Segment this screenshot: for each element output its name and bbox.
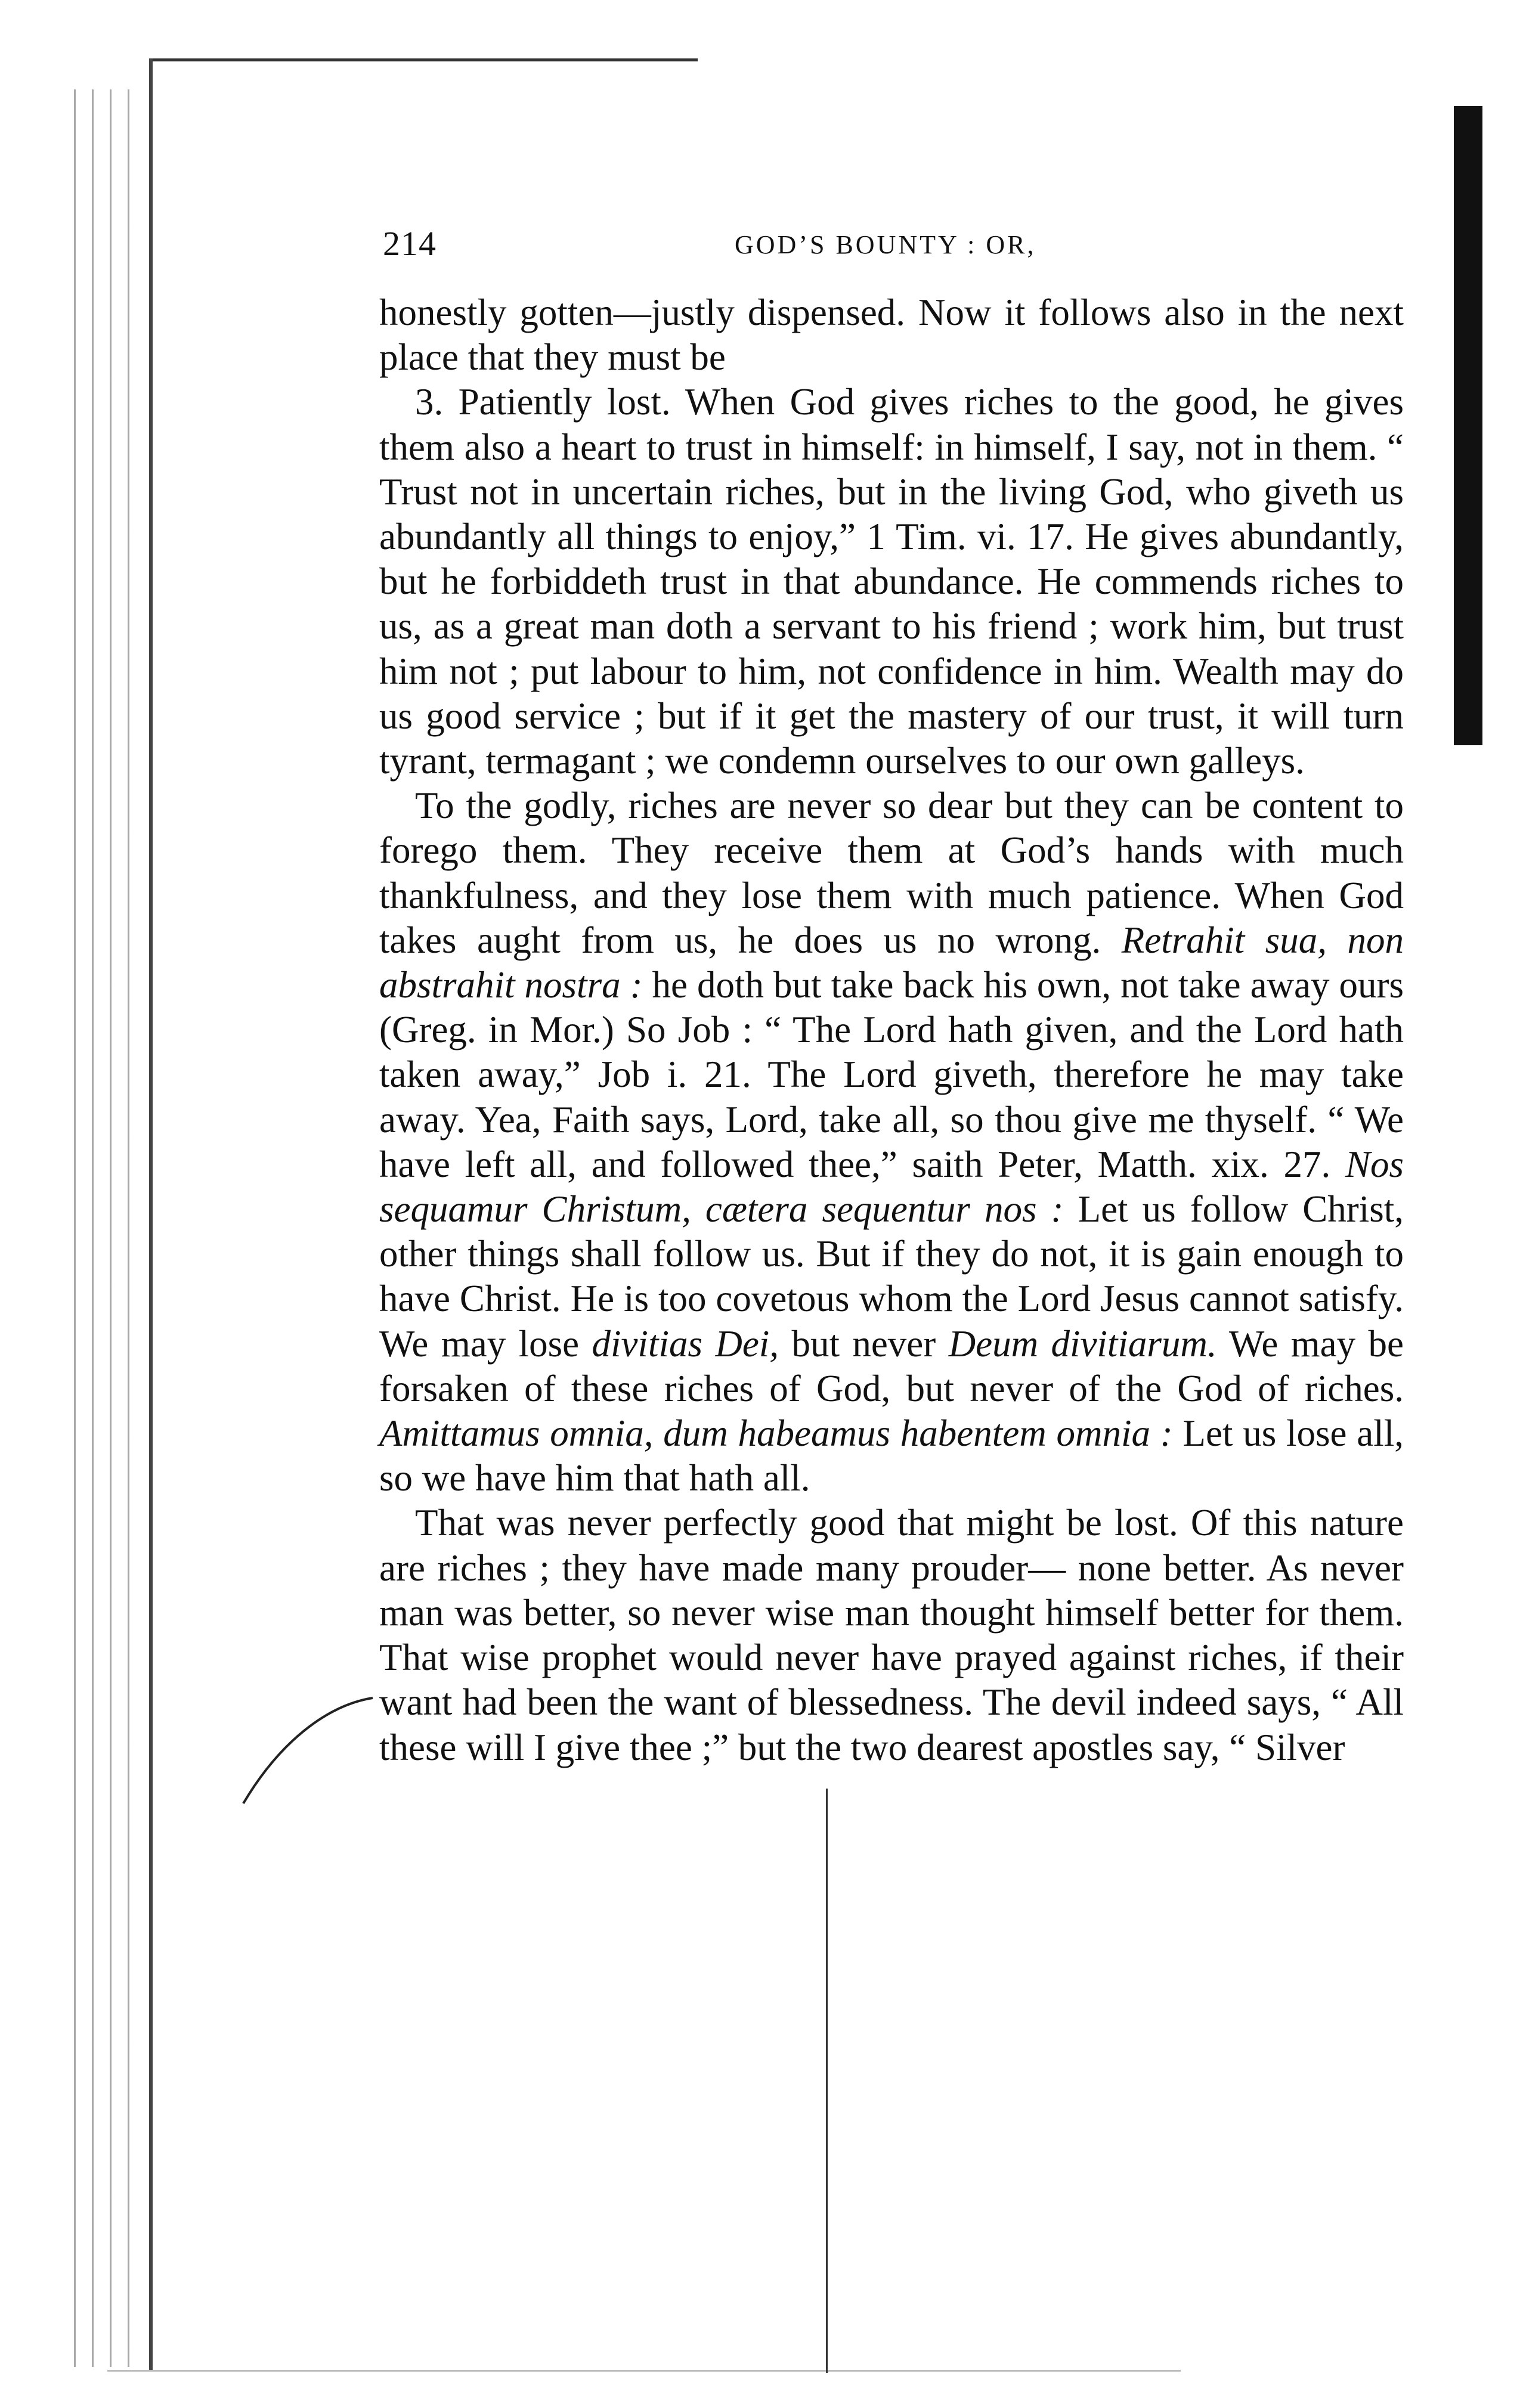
page-header — [383, 224, 1397, 271]
pencil-mark — [239, 1693, 376, 1806]
paragraph — [379, 783, 1404, 1501]
text-run: honestly gotten—justly dispensed. Now it follows also in the next place that they must be — [379, 292, 1404, 379]
running-head: GOD’S BOUNTY : OR, — [735, 230, 1036, 259]
text-run: That was never perfectly good that might be lost. Of this nature are riches ; they have made many prouder— none better. As never man was better, so never wise man thought himself better for them. That wise prophet would never have prayed against riches, if their want had been the want of blessedness. The devil indeed says, “ All these will I give thee ;” but the two dearest apostles say, “ Silver — [379, 1502, 1404, 1768]
body-text — [379, 290, 1404, 1770]
scan-edge-left — [149, 58, 153, 2372]
page-number: 214 — [383, 224, 437, 263]
margin-bar — [1454, 106, 1482, 745]
binding-shadow — [66, 89, 143, 2367]
text-run: To the godly, riches are never so dear but they can be content to forego them. They receive them at God’s hands with much thankfulness, and they lose them with much patience. When God takes aught from us, he does us no wrong. — [379, 785, 1404, 961]
italic-phrase: Retrahit sua, non abstrahit nostra : — [379, 919, 1404, 1006]
italic-phrase: Nos sequamur Christum, cætera sequentur nos : — [379, 1143, 1404, 1231]
paragraph — [379, 380, 1404, 783]
scan-edge-bottom — [107, 2370, 1181, 2372]
text-run: We may be forsaken of these riches of God, but never of the God of riches. — [379, 1322, 1404, 1409]
scan-edge-top — [149, 58, 698, 61]
italic-phrase: divitias Dei, — [592, 1322, 779, 1365]
text-run: 3. Patiently lost. When God gives riches to the good, he gives them also a heart to trust in himself: in himself, I say, not in them. “ Trust not in uncertain riches, but in the living God, who giveth us abundantly all things to enjoy,” 1 Tim. vi. 17. He gives abundantly, but he forbiddeth trust in that abundance. He commends riches to us, as a great man doth a servant to his friend ; work him, but trust him not ; put labour to him, not confidence in him. Wealth may do us good service ; but if it get the mastery of our trust, it will turn tyrant, termagant ; we condemn ourselves to our own galleys. — [379, 381, 1404, 782]
text-run: but never — [779, 1322, 949, 1365]
text-run: he doth but take back his own, not take away ours (Greg. in Mor.) So Job : “ The Lord hath given, and the Lord hath taken away,” Job i. 21. The Lord giveth, therefore he may take away. Yea, Faith says, Lord, take all, so thou give me thyself. “ We have left all, and followed thee,” saith Peter, Matth. xix. 27. — [379, 964, 1404, 1185]
italic-phrase: Deum divitiarum. — [948, 1322, 1217, 1365]
paragraph — [379, 1501, 1404, 1769]
text-run: Let us lose all, so we have him that hath all. — [379, 1412, 1404, 1499]
page-fold-line — [826, 1789, 828, 2373]
paragraph — [379, 290, 1404, 380]
text-run: Let us follow Christ, other things shall follow us. But if they do not, it is gain enough to have Christ. He is too covetous whom the Lord Jesus cannot satisfy. We may lose — [379, 1188, 1404, 1365]
italic-phrase: Amittamus omnia, dum habeamus habentem omnia : — [379, 1412, 1173, 1455]
